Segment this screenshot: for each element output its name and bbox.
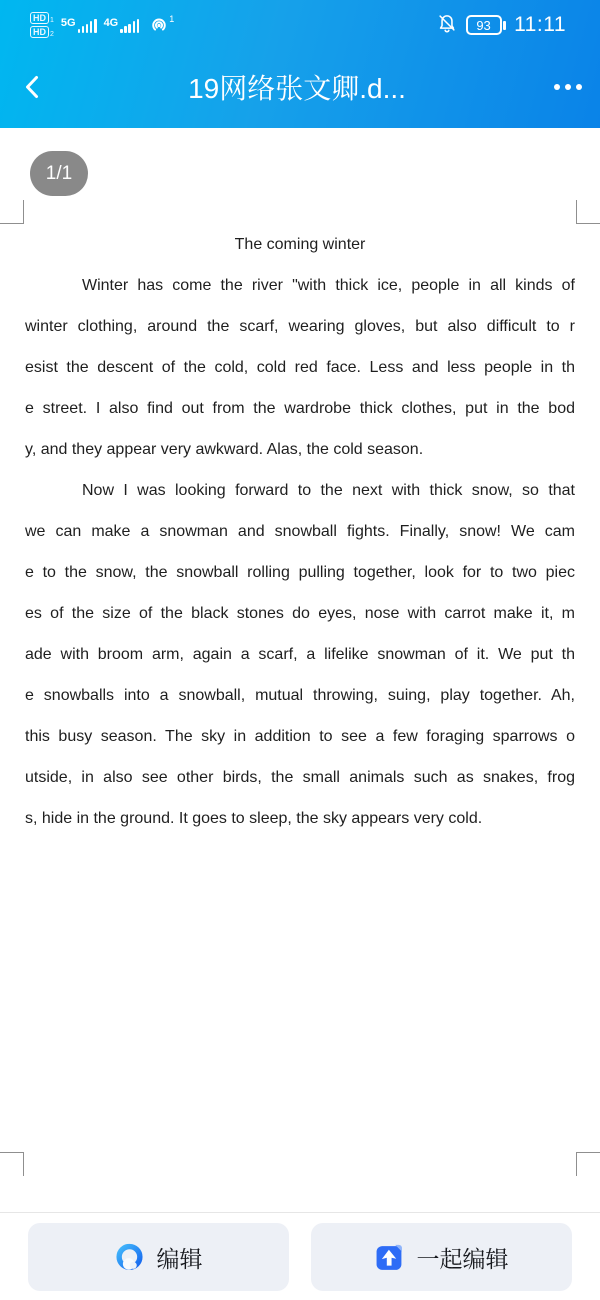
status-bar-left bbox=[30, 12, 174, 38]
status-bar bbox=[0, 0, 600, 46]
more-options-button[interactable] bbox=[530, 64, 582, 110]
doc-text-line: this busy season. The sky in addition to see a few foraging sparrows o bbox=[25, 728, 575, 745]
docs-icon bbox=[375, 1243, 404, 1272]
hd1-chip: HD bbox=[30, 12, 49, 24]
signal-bars-icon bbox=[120, 18, 139, 33]
more-dot bbox=[576, 84, 582, 90]
doc-text-line: e street. I also find out from the wardrobe thick clothes, put in the bod bbox=[25, 400, 575, 417]
doc-text-line: e snowballs into a snowball, mutual throwing, suing, play together. Ah, bbox=[25, 687, 575, 704]
page-corner-mark-top-left bbox=[0, 200, 24, 224]
qq-browser-icon bbox=[115, 1243, 144, 1272]
doc-text-line: s, hide in the ground. It goes to sleep, the sky appears very cold. bbox=[25, 810, 483, 827]
doc-text-line: esist the descent of the cold, cold red face. Less and less people in th bbox=[25, 359, 575, 376]
doc-text-line: es of the size of the black stones do eyes, nose with carrot make it, m bbox=[25, 605, 575, 622]
bottom-toolbar bbox=[0, 1212, 600, 1300]
hd2-chip: HD bbox=[30, 26, 49, 38]
more-dot bbox=[554, 84, 560, 90]
top-app-bar bbox=[0, 0, 600, 128]
hd-volte-icons bbox=[30, 12, 54, 38]
back-button[interactable] bbox=[18, 64, 64, 110]
doc-text-line: we can make a snowman and snowball fights. Finally, snow! We cam bbox=[25, 523, 575, 540]
network-5g-label: 5G bbox=[60, 16, 76, 29]
document-content bbox=[25, 224, 575, 839]
hd1-icon bbox=[30, 12, 54, 24]
document-scroll-area[interactable] bbox=[0, 128, 600, 1212]
network-4g-label: 4G bbox=[103, 16, 119, 29]
doc-text-line: ade with broom arm, again a scarf, a lifelike snowman of it. We put th bbox=[25, 646, 575, 663]
doc-text-line: utside, in also see other birds, the small animals such as snakes, frog bbox=[25, 769, 575, 786]
hd2-sub: 2 bbox=[50, 31, 54, 38]
hd1-sub: 1 bbox=[50, 17, 54, 24]
hotspot-icon bbox=[149, 15, 174, 35]
page-corner-mark-bottom-left bbox=[0, 1152, 24, 1176]
doc-heading: The coming winter bbox=[234, 236, 366, 253]
document-title: 19网络张文卿.d... bbox=[188, 73, 406, 104]
co-edit-button[interactable] bbox=[311, 1223, 572, 1291]
page-corner-mark-bottom-right bbox=[576, 1152, 600, 1176]
battery-icon bbox=[466, 15, 507, 35]
edit-button-label: 编辑 bbox=[156, 1245, 203, 1272]
notifications-muted-icon bbox=[436, 12, 458, 39]
nav-bar bbox=[0, 46, 600, 128]
signal-bars-icon bbox=[78, 18, 97, 33]
doc-text-line: e to the snow, the snowball rolling pulling together, look for to two piec bbox=[25, 564, 575, 581]
co-edit-button-label: 一起编辑 bbox=[416, 1245, 509, 1272]
hotspot-count: 1 bbox=[169, 14, 175, 24]
doc-text-line: Winter has come the river "with thick ice, people in all kinds of bbox=[82, 277, 575, 294]
doc-text-line: y, and they appear very awkward. Alas, the cold season. bbox=[25, 441, 424, 458]
chevron-left-icon bbox=[18, 72, 48, 102]
more-dot bbox=[565, 84, 571, 90]
battery-nub bbox=[503, 21, 506, 30]
clock-time: 11:11 bbox=[514, 13, 566, 36]
page-indicator-badge: 1/1 bbox=[30, 151, 88, 196]
signal-4g bbox=[104, 18, 140, 33]
battery-percent: 93 bbox=[466, 15, 502, 35]
edit-button[interactable] bbox=[28, 1223, 289, 1291]
doc-text-line: winter clothing, around the scarf, wearing gloves, but also difficult to r bbox=[25, 318, 575, 335]
signal-5g bbox=[61, 18, 97, 33]
status-bar-right bbox=[436, 12, 566, 39]
hd2-icon bbox=[30, 26, 54, 38]
page-corner-mark-top-right bbox=[576, 200, 600, 224]
doc-text-line: Now I was looking forward to the next with thick snow, so that bbox=[82, 482, 575, 499]
